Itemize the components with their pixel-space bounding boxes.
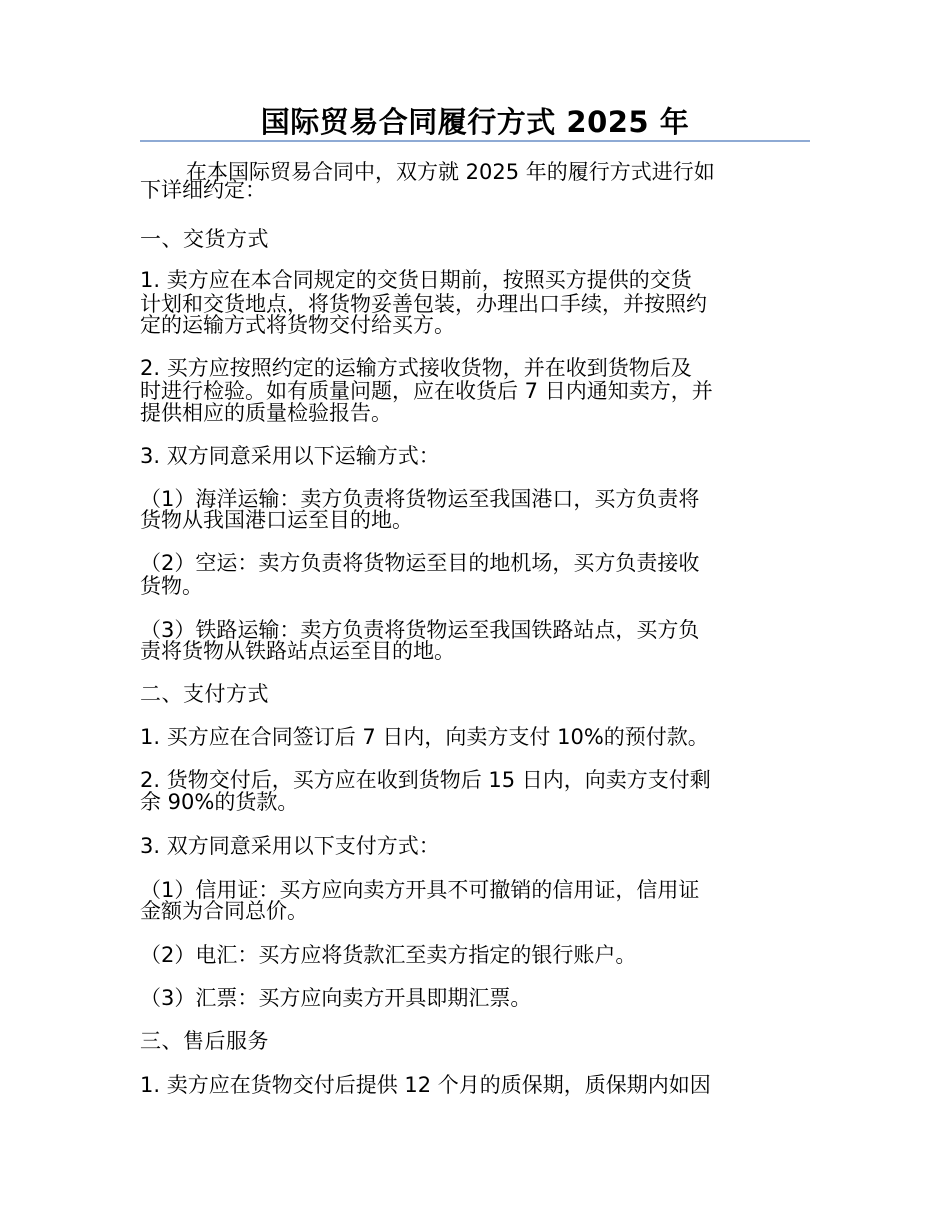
delivery-item-1-line-2: 计划和交货地点，将货物妥善包装，办理出口手续，并按照约: [140, 292, 707, 316]
delivery-item-2-line-2: 时进行检验。如有质量问题，应在收货后 7 日内通知卖方，并: [140, 379, 713, 403]
payment-wire: （2）电汇：买方应将货款汇至卖方指定的银行账户。: [140, 943, 637, 967]
section-heading-after-sales: 三、售后服务: [140, 1029, 269, 1053]
payment-lc-line-2: 金额为合同总价。: [140, 899, 308, 923]
intro-line-1: 在本国际贸易合同中，双方就 2025 年的履行方式进行如: [186, 160, 715, 184]
delivery-item-2-line-1: 2. 买方应按照约定的运输方式接收货物，并在收到货物后及: [140, 356, 692, 380]
payment-draft: （3）汇票：买方应向卖方开具即期汇票。: [140, 986, 532, 1010]
payment-item-1: 1. 买方应在合同签订后 7 日内，向卖方支付 10%的预付款。: [140, 725, 709, 749]
delivery-rail-line-2: 责将货物从铁路站点运至目的地。: [140, 639, 455, 663]
delivery-item-2-line-3: 提供相应的质量检验报告。: [140, 401, 392, 425]
document-title: 国际贸易合同履行方式 2025 年: [260, 105, 690, 139]
delivery-item-3: 3. 双方同意采用以下运输方式：: [140, 444, 440, 468]
delivery-air-line-2: 货物。: [140, 574, 203, 598]
payment-lc-line-1: （1）信用证：买方应向卖方开具不可撤销的信用证，信用证: [140, 878, 700, 902]
payment-item-3: 3. 双方同意采用以下支付方式：: [140, 834, 440, 858]
delivery-item-1-line-3: 定的运输方式将货物交付给买方。: [140, 313, 455, 337]
section-heading-delivery: 一、交货方式: [140, 227, 269, 251]
delivery-sea-line-1: （1）海洋运输：卖方负责将货物运至我国港口，买方负责将: [140, 487, 700, 511]
delivery-item-1-line-1: 1. 卖方应在本合同规定的交货日期前，按照买方提供的交货: [140, 268, 692, 292]
delivery-air-line-1: （2）空运：卖方负责将货物运至目的地机场，买方负责接收: [140, 551, 700, 575]
section-heading-payment: 二、支付方式: [140, 682, 269, 706]
title-block: [140, 100, 810, 142]
delivery-rail-line-1: （3）铁路运输：卖方负责将货物运至我国铁路站点，买方负: [140, 618, 700, 642]
delivery-sea-line-2: 货物从我国港口运至目的地。: [140, 508, 413, 532]
payment-item-2-line-1: 2. 货物交付后，买方应在收到货物后 15 日内，向卖方支付剩: [140, 768, 711, 792]
payment-item-2-line-2: 余 90%的货款。: [140, 790, 299, 814]
intro-line-2: 下详细约定：: [140, 178, 266, 202]
after-sales-item-1: 1. 卖方应在货物交付后提供 12 个月的质保期，质保期内如因: [140, 1073, 711, 1097]
